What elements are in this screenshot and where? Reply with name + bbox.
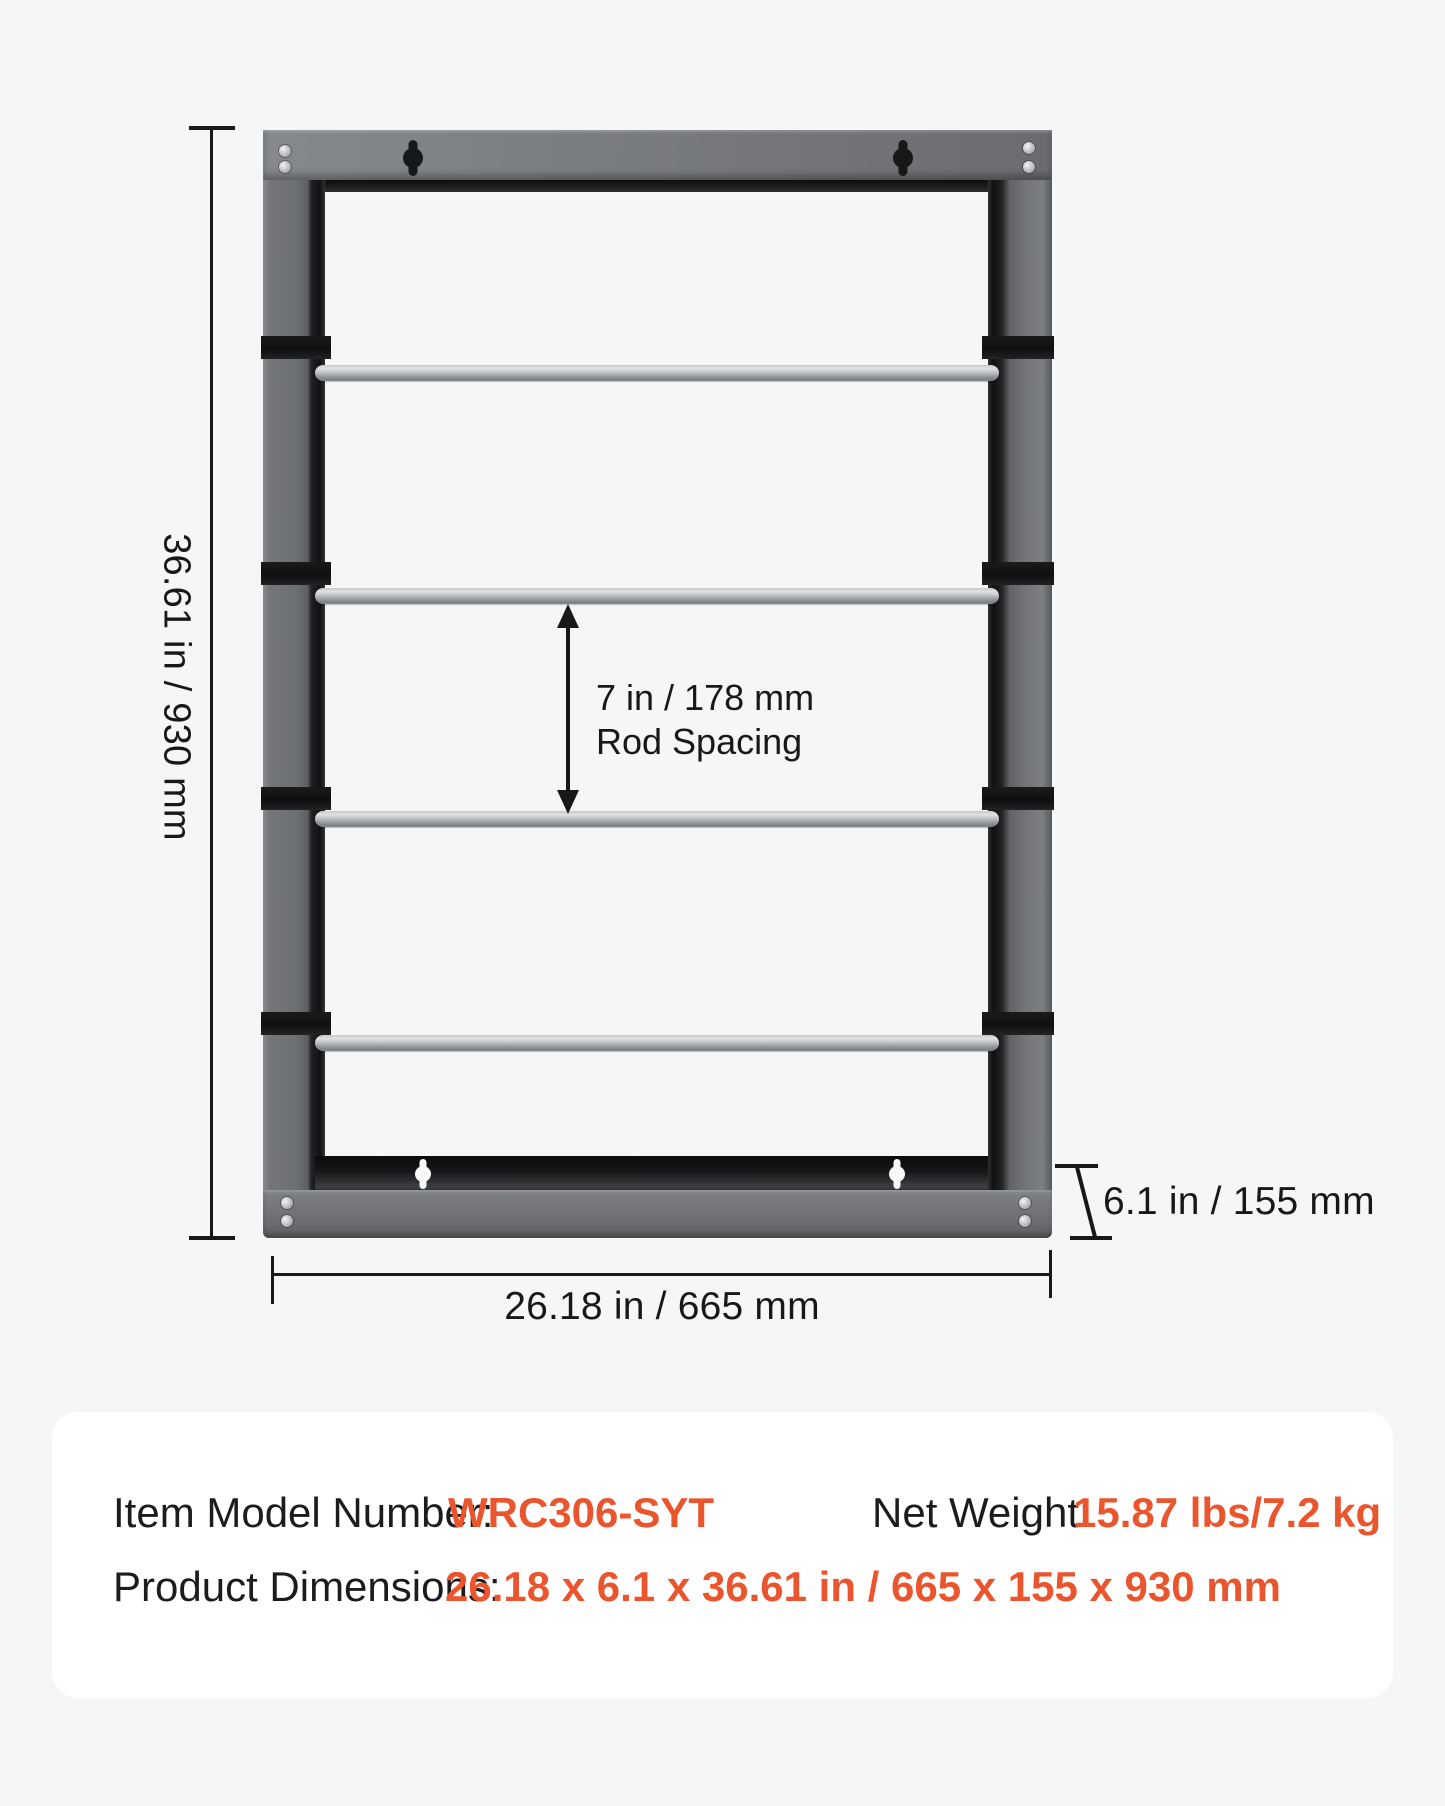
net-weight-value: 15.87 lbs/7.2 kg	[1073, 1489, 1382, 1536]
rod-spacing-label: Rod Spacing	[596, 721, 803, 762]
height-dimension-label: 36.61 in / 930 mm	[155, 533, 198, 841]
rack-top-rail	[263, 130, 1052, 180]
rod-connector-band	[982, 787, 1054, 810]
rod-connector-band	[982, 1012, 1054, 1035]
width-dim-line	[272, 1273, 1052, 1276]
rod-connector-band	[982, 336, 1054, 359]
screw-icon	[1019, 1215, 1031, 1227]
screw-icon	[1023, 142, 1035, 154]
product-dimensions-value: 26.18 x 6.1 x 36.61 in / 665 x 155 x 930 mm	[445, 1563, 1281, 1610]
rod-connector-band	[982, 562, 1054, 585]
width-dimension-label: 26.18 in / 665 mm	[504, 1285, 820, 1328]
keyhole-slot-top-right	[893, 140, 913, 176]
net-weight-label: Net Weight:	[872, 1489, 1091, 1536]
screw-icon	[281, 1215, 293, 1227]
product-info-card	[52, 1412, 1393, 1698]
rack-bottom-rail	[263, 1190, 1052, 1238]
model-number-label: Item Model Number:	[113, 1489, 494, 1536]
keyhole-slot-bottom-right	[889, 1159, 905, 1189]
hanging-rod-1	[315, 365, 999, 381]
screw-icon	[281, 1197, 293, 1209]
height-dim-cap-bottom	[189, 1236, 235, 1240]
rod-connector-band	[261, 787, 331, 810]
rod-connector-band	[261, 562, 331, 585]
keyhole-slot-bottom-left	[415, 1159, 431, 1189]
rod-spacing-annotation	[596, 676, 814, 764]
hanging-rod-2	[315, 588, 999, 604]
screw-icon	[279, 161, 291, 173]
rack-bottom-inner-face	[315, 1156, 988, 1190]
hanging-rod-3	[315, 811, 999, 827]
hanging-rod-4	[315, 1035, 999, 1051]
width-dim-tick-left	[271, 1256, 274, 1304]
keyhole-slot-top-left	[403, 140, 423, 176]
height-dim-line	[210, 128, 213, 1239]
rack-top-inner-shadow	[315, 180, 988, 192]
rod-connector-band	[261, 1012, 331, 1035]
rod-spacing-arrow-icon	[548, 604, 588, 814]
width-dim-tick-right	[1049, 1250, 1052, 1298]
product-dimensions-label: Product Dimensions:	[113, 1563, 501, 1610]
rod-spacing-value: 7 in / 178 mm	[596, 677, 815, 718]
rod-connector-band	[261, 336, 331, 359]
screw-icon	[1023, 161, 1035, 173]
model-number-value: WRC306-SYT	[448, 1489, 715, 1536]
depth-dimension-label: 6.1 in / 155 mm	[1103, 1180, 1375, 1223]
screw-icon	[1019, 1197, 1031, 1209]
screw-icon	[279, 145, 291, 157]
